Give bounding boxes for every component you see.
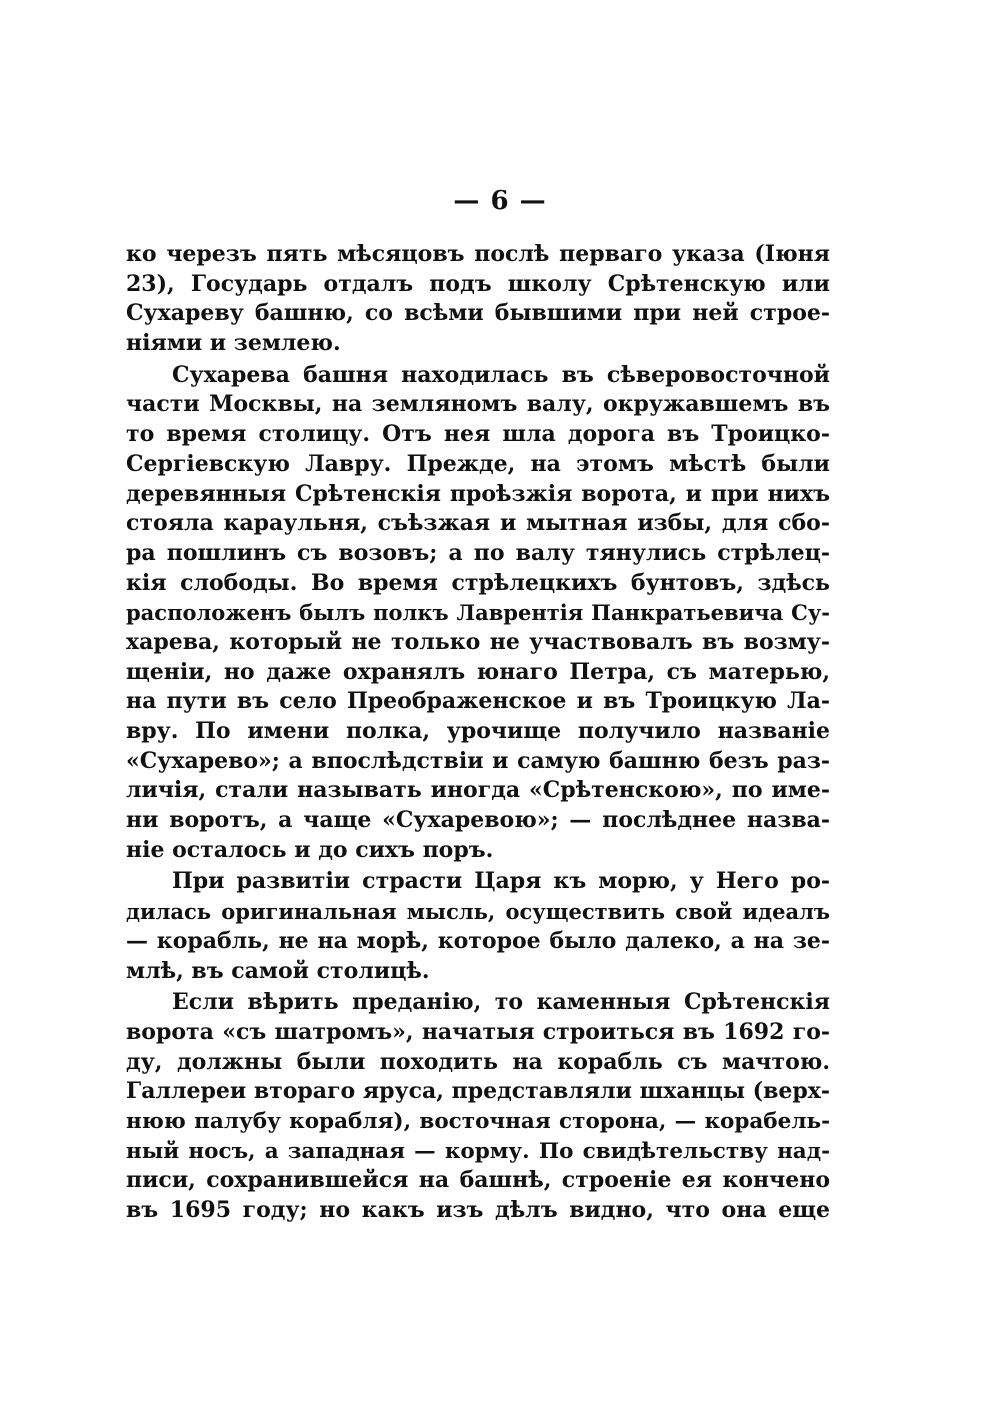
text-line: щеніи, но даже охранялъ юнаго Петра, съ матерью, (126, 658, 830, 685)
body-text (126, 240, 830, 1226)
text-line: Если вѣрить преданію, то каменныя Срѣтенскія (172, 989, 830, 1016)
text-line: стояла караульня, съѣзжая и мытная избы, для сбо- (126, 510, 830, 537)
text-line: нюю палубу корабля), восточная сторона, — корабель- (126, 1108, 830, 1134)
text-line: млѣ, въ самой столицѣ. (126, 957, 430, 984)
paragraph (126, 240, 830, 359)
text-line: ко черезъ пять мѣсяцовъ послѣ перваго указа (Іюня (126, 241, 830, 267)
text-line: дилась оригинальная мысль, осуществить свой идеалъ (126, 899, 830, 925)
text-line: Галлереи втораго яруса, представляли шханцы (верх- (126, 1078, 830, 1105)
text-line: вру. По имени полка, урочище получило названіе (126, 718, 830, 744)
text-line: ніями и землею. (126, 330, 341, 357)
text-line: расположенъ былъ полкъ Лаврентія Панкратьевича Су- (126, 600, 830, 626)
text-line: ворота «съ шатромъ», начатыя строиться въ 1692 го- (126, 1018, 830, 1045)
text-line: ду, должны были походить на корабль съ мачтою. (126, 1048, 830, 1075)
paragraph (126, 361, 830, 866)
text-line: ніе осталось и до сихъ поръ. (126, 836, 494, 863)
text-line: ни воротъ, а чаще «Сухаревою»; — послѣднее назва- (126, 807, 830, 834)
paragraph (126, 867, 830, 986)
text-line: При развитіи страсти Царя къ морю, у Него ро- (172, 868, 830, 895)
text-line: ра пошлинъ съ возовъ; а по валу тянулись стрѣлец- (126, 539, 830, 566)
text-line: Сухареву башню, со всѣми бывшими при ней строе- (126, 300, 830, 327)
text-line: 23), Государь отдалъ подъ школу Срѣтенскую или (126, 270, 830, 297)
text-line: то время столицу. Отъ нея шла дорога въ Троицко- (126, 421, 830, 448)
text-line: деревянныя Срѣтенскія проѣзжія ворота, и при нихъ (126, 480, 830, 507)
text-line: части Москвы, на земляномъ валу, окружавшемъ въ (126, 391, 830, 418)
text-line: харева, который не только не участвовалъ въ возму- (126, 628, 830, 655)
text-line: «Сухарево»; а впослѣдствіи и самую башню безъ раз- (126, 747, 830, 774)
text-line: — корабль, не на морѣ, которое было далеко, а на зе- (126, 927, 830, 954)
text-line: Сухарева башня находилась въ сѣверовосточной (172, 361, 830, 388)
text-line: кія слободы. Во время стрѣлецкихъ бунтовъ, здѣсь (126, 569, 830, 596)
text-line: на пути въ село Преображенское и въ Троицкую Ла- (126, 688, 830, 715)
text-line: писи, сохранившейся на башнѣ, строеніе ея кончено (126, 1167, 830, 1194)
text-line: ный носъ, а западная — корму. По свидѣтельству над- (126, 1138, 830, 1164)
paragraph (126, 988, 830, 1226)
text-line: личія, стали называть иногда «Срѣтенскою», по име- (126, 777, 830, 804)
text-line: Сергіевскую Лавру. Прежде, на этомъ мѣстѣ были (126, 450, 830, 477)
page-number: — 6 — (453, 186, 547, 216)
text-line: въ 1695 году; но какъ изъ дѣлъ видно, что она еще (126, 1197, 830, 1223)
